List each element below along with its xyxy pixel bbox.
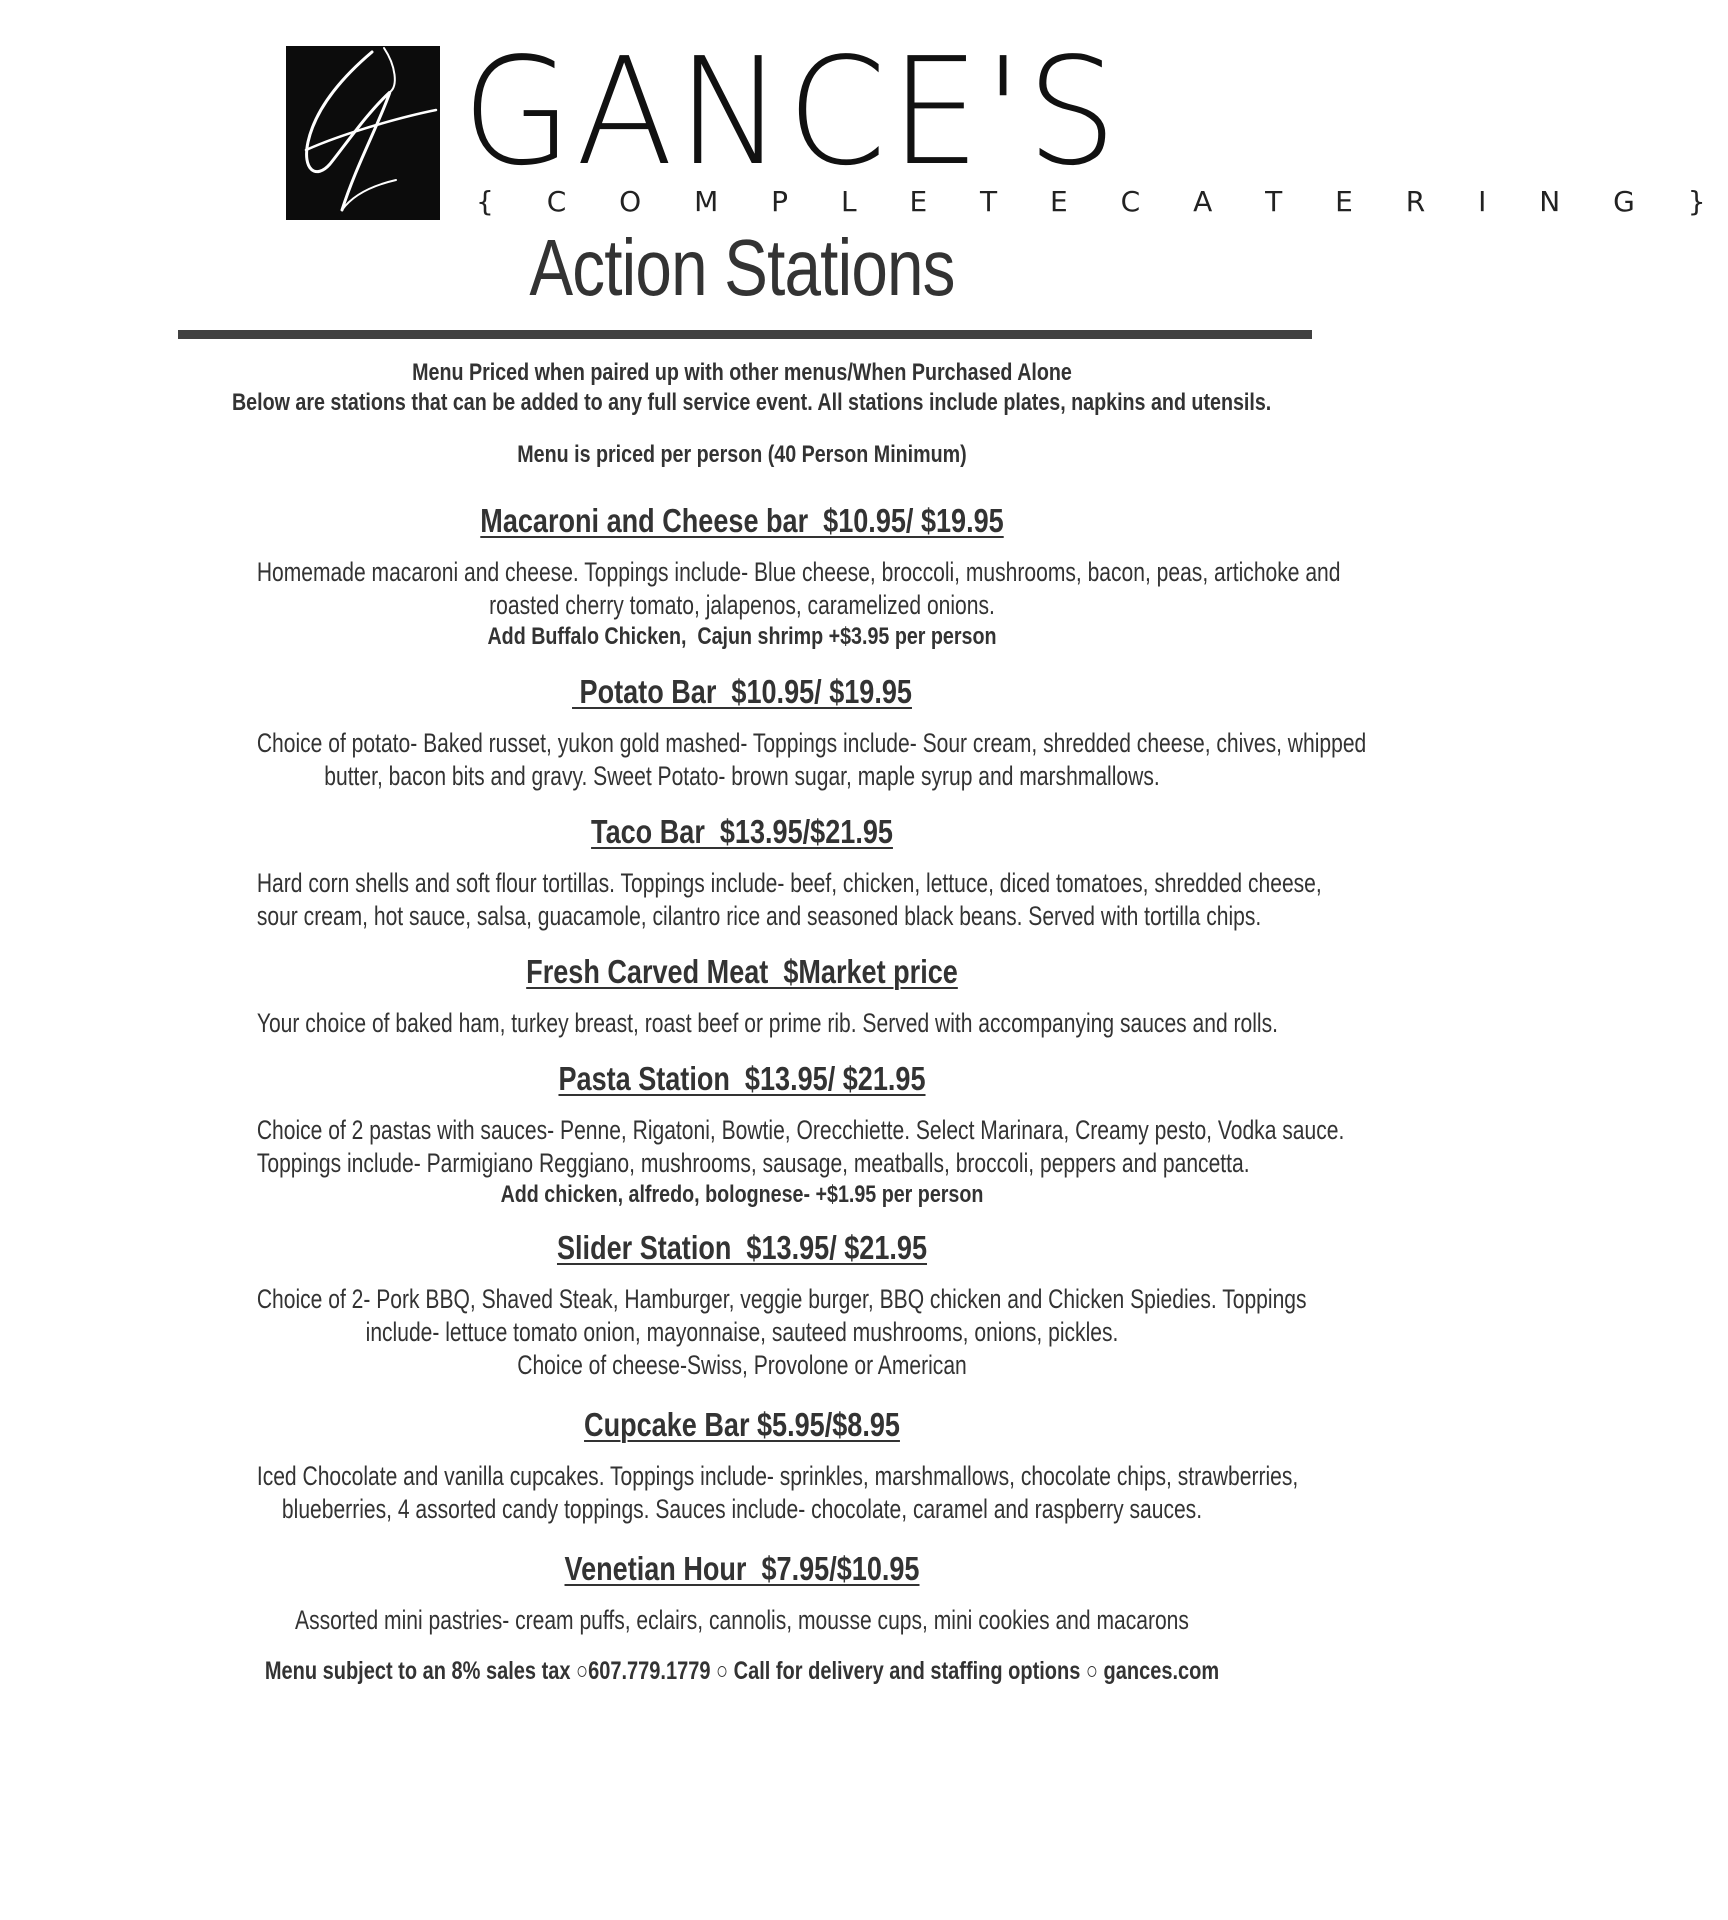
station-description-line: Iced Chocolate and vanilla cupcakes. Toppings include- sprinkles, marshmallows, chocolate chips, strawberries,: [256, 1461, 1299, 1491]
logo-tagline: { C O M P L E T E C A T E R I N G }: [476, 185, 1728, 218]
station-title: Cupcake Bar $5.95/$8.95: [584, 1406, 900, 1443]
page-title: Action Stations: [529, 223, 955, 312]
logo-wordmark: GANCE'S: [462, 26, 1121, 198]
station-title: Macaroni and Cheese bar $10.95/ $19.95: [480, 502, 1004, 539]
footer-contact: Menu subject to an 8% sales tax ○607.779.1779 ○ Call for delivery and staffing options ○ gances.com: [264, 1657, 1220, 1685]
station-block: [120, 951, 1364, 1040]
intro-line-1: Menu Priced when paired up with other menus/When Purchased Alone: [412, 359, 1072, 386]
title-divider: [178, 330, 1312, 339]
station-addon: Add chicken, alfredo, bolognese- +$1.95 per person: [500, 1181, 984, 1208]
intro-line-3: Menu is priced per person (40 Person Minimum): [517, 441, 967, 468]
station-description-line: butter, bacon bits and gravy. Sweet Potato- brown sugar, maple syrup and marshmallows.: [324, 761, 1160, 791]
station-title: Taco Bar $13.95/$21.95: [591, 813, 893, 850]
station-description-line: blueberries, 4 assorted candy toppings. Sauces include- chocolate, caramel and raspberry sauces.: [281, 1494, 1203, 1524]
station-addon: Add Buffalo Chicken, Cajun shrimp +$3.95 per person: [487, 623, 997, 650]
station-block: [120, 1058, 1364, 1209]
stations-list: [120, 500, 1367, 1637]
station-description-line: Toppings include- Parmigiano Reggiano, mushrooms, sausage, meatballs, broccoli, peppers and pancetta.: [256, 1148, 1250, 1178]
station-description-line: roasted cherry tomato, jalapenos, caramelized onions.: [489, 590, 995, 620]
station-block: [120, 1548, 1364, 1637]
logo-monogram-square: [286, 46, 440, 220]
station-title: Fresh Carved Meat $Market price: [526, 953, 958, 990]
station-block: [120, 500, 1364, 651]
station-description-line: Choice of 2 pastas with sauces- Penne, Rigatoni, Bowtie, Orecchiette. Select Marinara, Creamy pesto, Vodka sauce.: [256, 1115, 1345, 1145]
station-title: Pasta Station $13.95/ $21.95: [558, 1060, 926, 1097]
station-description-line: Hard corn shells and soft flour tortillas. Toppings include- beef, chicken, lettuce, diced tomatoes, shredded cheese,: [256, 868, 1322, 898]
station-description-line: Choice of potato- Baked russet, yukon gold mashed- Toppings include- Sour cream, shredded cheese, chives, whipped: [256, 728, 1367, 758]
station-description-line: include- lettuce tomato onion, mayonnaise, sauteed mushrooms, onions, pickles.: [365, 1317, 1119, 1347]
station-description-line: sour cream, hot sauce, salsa, guacamole, cilantro rice and seasoned black beans. Served with tortilla chips.: [256, 901, 1262, 931]
station-description-line: Your choice of baked ham, turkey breast, roast beef or prime rib. Served with accompanying sauces and rolls.: [256, 1008, 1278, 1038]
menu-content: [120, 358, 1367, 1687]
station-description-line: Choice of 2- Pork BBQ, Shaved Steak, Hamburger, veggie burger, BBQ chicken and Chicken Spiedies. Toppings: [256, 1284, 1307, 1314]
station-title: Potato Bar $10.95/ $19.95: [572, 673, 912, 710]
gances-logo: [286, 26, 1728, 224]
station-block: [120, 1404, 1364, 1526]
station-title: Slider Station $13.95/ $21.95: [556, 1229, 928, 1266]
station-description-line: Homemade macaroni and cheese. Toppings include- Blue cheese, broccoli, mushrooms, bacon, peas, artichoke and: [256, 557, 1341, 587]
intro-line-2: Below are stations that can be added to any full service event. All stations include plates, napkins and utensils.: [231, 389, 1272, 416]
station-description-line: Choice of cheese-Swiss, Provolone or American: [517, 1350, 967, 1380]
station-block: [120, 1227, 1364, 1382]
station-block: [120, 671, 1367, 793]
station-title: Venetian Hour $7.95/$10.95: [564, 1550, 920, 1587]
station-block: [120, 811, 1364, 933]
station-description-line: Assorted mini pastries- cream puffs, eclairs, cannolis, mousse cups, mini cookies and macarons: [295, 1605, 1189, 1635]
g-monogram-icon: [286, 46, 440, 220]
